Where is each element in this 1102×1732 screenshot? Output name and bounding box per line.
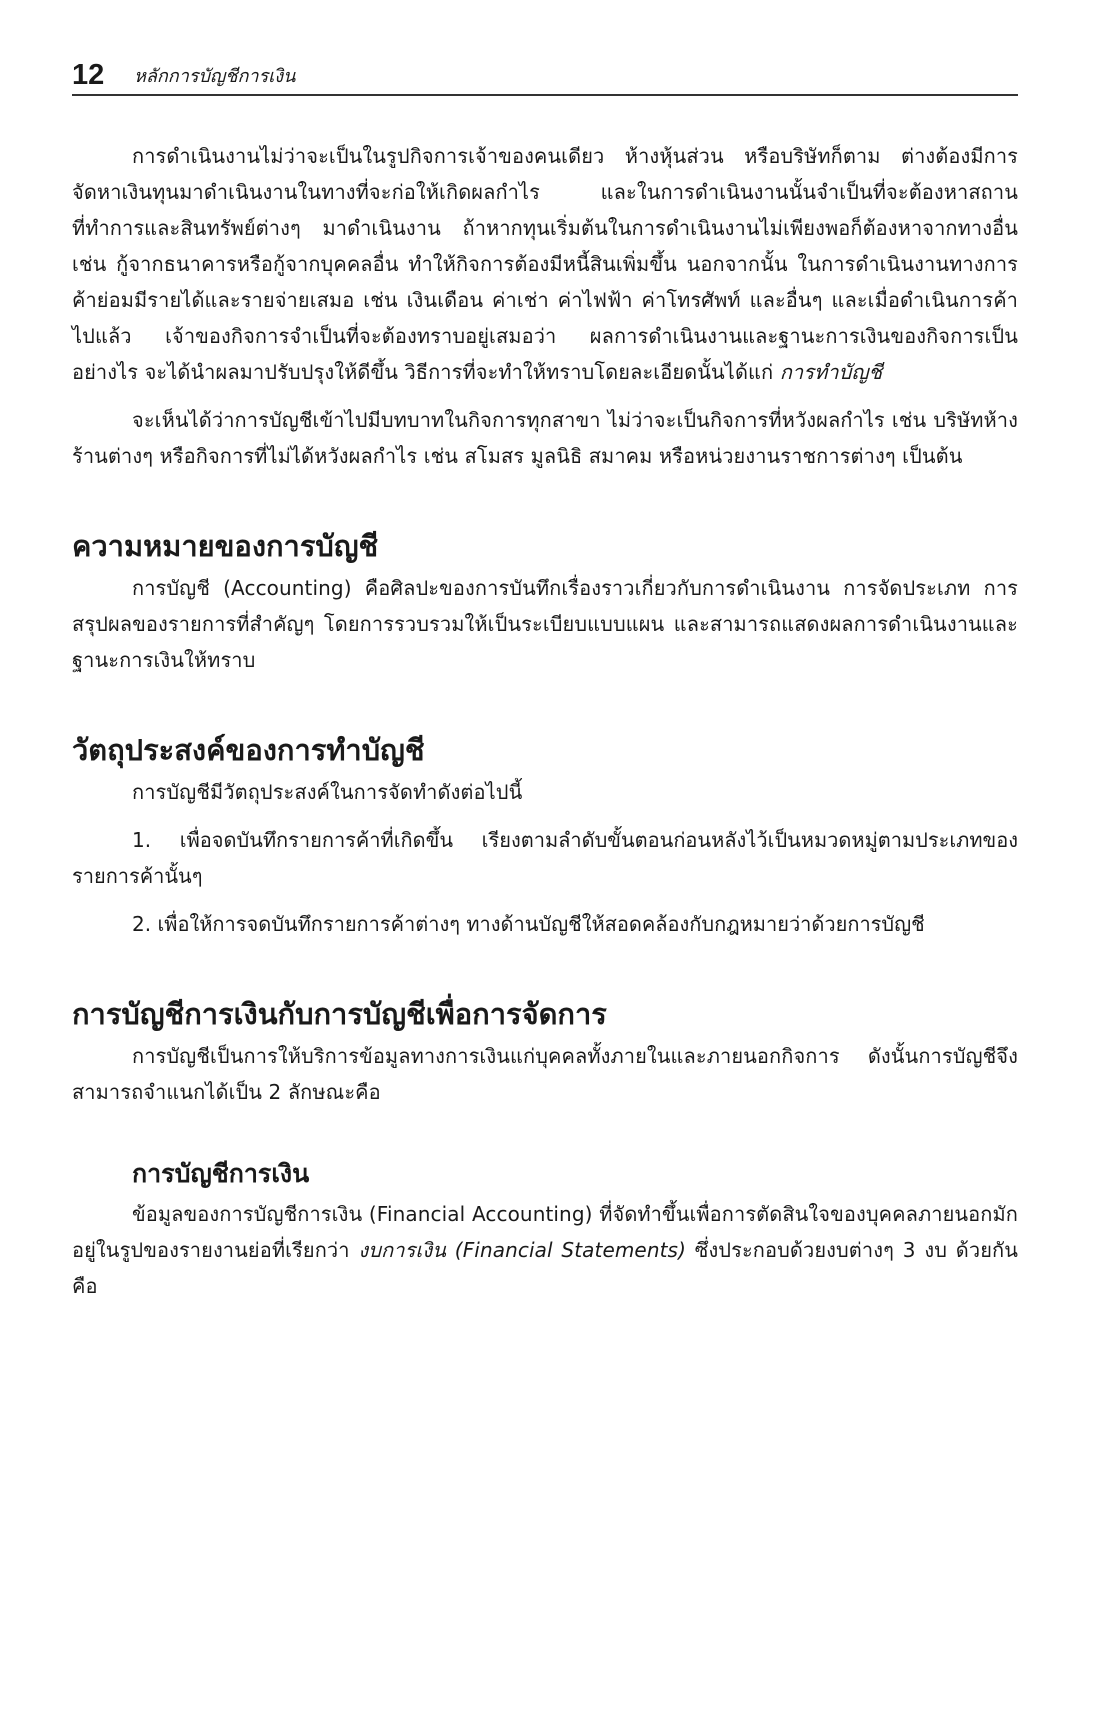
running-title: หลักการบัญชีการเงิน	[134, 66, 296, 87]
intro-paragraph-1	[72, 138, 1018, 390]
intro-emphasis: การทำบัญชี	[779, 360, 883, 384]
page-number: 12	[72, 59, 105, 91]
section-heading-types: การบัญชีการเงินกับการบัญชีเพื่อการจัดการ	[72, 997, 607, 1031]
objective-item-2: 2. เพื่อให้การจดบันทึกรายการค้าต่างๆ ทางด้านบัญชีให้สอดคล้องกับกฎหมายว่าด้วยการบัญชี	[132, 912, 925, 936]
financial-statements-emphasis: งบการเงิน (Financial Statements)	[358, 1238, 686, 1262]
page-content	[72, 138, 1018, 1316]
financial-text-end: ซึ่งประกอบด้วยงบต่างๆ 3 งบ ด้วยกันคือ	[72, 1238, 1018, 1298]
subsection-heading-financial: การบัญชีการเงิน	[132, 1159, 310, 1188]
section-heading-objectives: วัตถุประสงค์ของการทำบัญชี	[72, 733, 425, 767]
intro-paragraph-1-text: การดำเนินงานไม่ว่าจะเป็นในรูปกิจการเจ้าของคนเดียว ห้างหุ้นส่วน หรือบริษัทก็ตาม ต่างต้องมีการจัดหาเงินทุนมาดำเนินงานในทางที่จะก่อให้เกิดผลกำไร และในการดำเนินงานนั้นจำเป็นที่จะต้องหาสถานที่ทำการและสินทรัพย์ต่างๆ มาดำเนินงาน ถ้าหากทุนเริ่มต้นในการดำเนินงานไม่เพียงพอก็ต้องหาจากทางอื่น เช่น กู้จากธนาคารหรือกู้จากบุคคลอื่น ทำให้กิจการต้องมีหนี้สินเพิ่มขึ้น นอกจากนั้น ในการดำเนินงานทางการค้าย่อมมีรายได้และรายจ่ายเสมอ เช่น เงินเดือน ค่าเช่า ค่าไฟฟ้า ค่าโทรศัพท์ และอื่นๆ และเมื่อดำเนินการค้าไปแล้ว เจ้าของกิจการจำเป็นที่จะต้องทราบอยู่เสมอว่า ผลการดำเนินงานและฐานะการเงินของกิจการเป็นอย่างไร จะได้นำผลมาปรับปรุงให้ดีขึ้น วิธีการที่จะทำให้ทราบโดยละเอียดนั้นได้แก่	[72, 144, 1018, 384]
financial-paragraph	[72, 1196, 1018, 1304]
objective-item-1: 1. เพื่อจดบันทึกรายการค้าที่เกิดขึ้น เรียงตามลำดับขั้นตอนก่อนหลังไว้เป็นหมวดหมู่ตามประเภทของรายการค้านั้นๆ	[72, 828, 1018, 888]
section-heading-meaning: ความหมายของการบัญชี	[72, 529, 379, 563]
page-header	[72, 58, 1018, 96]
types-paragraph: การบัญชีเป็นการให้บริการข้อมูลทางการเงินแก่บุคคลทั้งภายในและภายนอกกิจการ ดังนั้นการบัญชีจึงสามารถจำแนกได้เป็น 2 ลักษณะคือ	[72, 1044, 1018, 1104]
financial-text-start: ข้อมูลของการบัญชีการเงิน (Financial Accounting) ที่จัดทำขึ้นเพื่อการตัดสินใจของบุคคลภายนอกมักอยู่ในรูปของรายงานย่อที่เรียกว่า	[72, 1202, 1018, 1262]
objectives-intro: การบัญชีมีวัตถุประสงค์ในการจัดทำดังต่อไปนี้	[132, 780, 523, 804]
intro-paragraph-2: จะเห็นได้ว่าการบัญชีเข้าไปมีบทบาทในกิจการทุกสาขา ไม่ว่าจะเป็นกิจการที่หวังผลกำไร เช่น บริษัทห้างร้านต่างๆ หรือกิจการที่ไม่ได้หวังผลกำไร เช่น สโมสร มูลนิธิ สมาคม หรือหน่วยงานราชการต่างๆ เป็นต้น	[72, 408, 1018, 468]
meaning-paragraph: การบัญชี (Accounting) คือศิลปะของการบันทึกเรื่องราวเกี่ยวกับการดำเนินงาน การจัดประเภท การสรุปผลของรายการที่สำคัญๆ โดยการรวบรวมให้เป็นระเบียบแบบแผน และสามารถแสดงผลการดำเนินงานและฐานะการเงินให้ทราบ	[72, 576, 1018, 672]
